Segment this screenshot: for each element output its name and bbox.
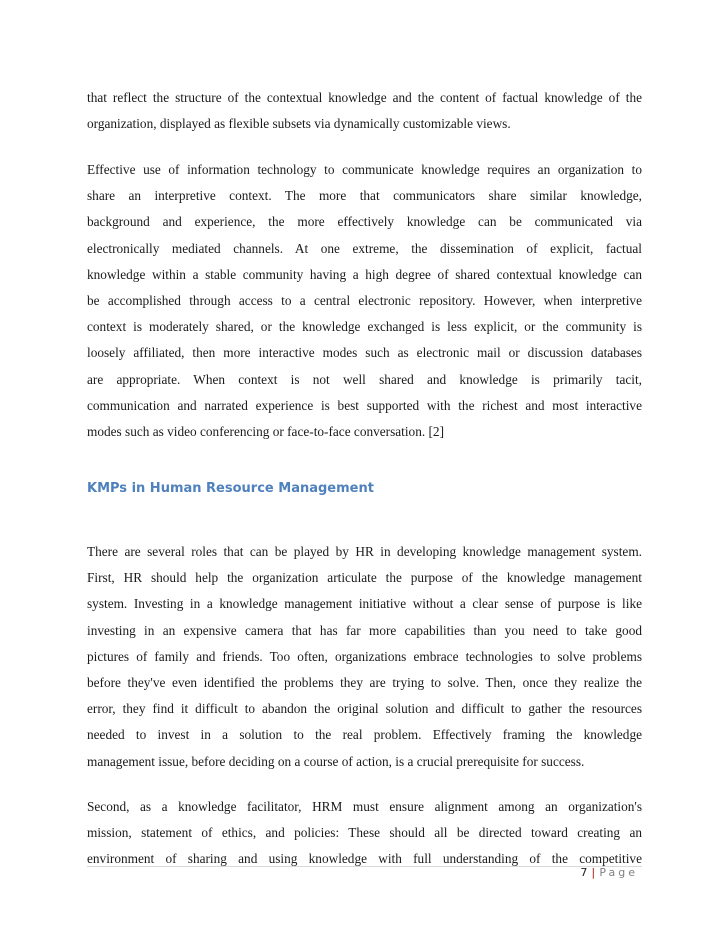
- section-heading: KMPs in Human Resource Management: [87, 481, 374, 496]
- text-line: modes such as video conferencing or face-to-face conversation. [2]: [87, 423, 445, 439]
- paragraph-1: [87, 85, 642, 137]
- text-line: electronically mediated channels. At one extreme, the dissemination of explicit, factual: [87, 240, 642, 256]
- text-line: share an interpretive context. The more that communicators share similar knowledge,: [87, 188, 642, 204]
- text-line: Second, as a knowledge facilitator, HRM must ensure alignment among an organization's: [87, 799, 642, 814]
- text-line: are appropriate. When context is not well shared and knowledge is primarily tacit,: [87, 371, 642, 387]
- paragraph-3: [87, 539, 642, 775]
- paragraph-2: [87, 157, 642, 445]
- text-line: Effective use of information technology to communicate knowledge requires an organization to: [87, 162, 642, 177]
- text-line: before they've even identified the problems they are trying to solve. Then, once they realize the: [87, 674, 642, 690]
- footer-separator: |: [591, 866, 596, 879]
- page-footer: [580, 866, 638, 879]
- text-line: mission, statement of ethics, and policies: These should all be directed toward creating an: [87, 825, 642, 841]
- text-line: system. Investing in a knowledge management initiative without a clear sense of purpose is like: [87, 596, 642, 612]
- page-number: 7: [580, 866, 588, 879]
- text-line: pictures of family and friends. Too often, organizations embrace technologies to solve problems: [87, 648, 642, 664]
- text-line: knowledge within a stable community having a high degree of shared contextual knowledge can: [87, 266, 642, 282]
- footer-divider: [87, 866, 642, 867]
- text-line: There are several roles that can be played by HR in developing knowledge management system.: [87, 544, 642, 559]
- text-line: communication and narrated experience is best supported with the richest and most interactive: [87, 397, 642, 413]
- text-line: organization, displayed as flexible subsets via dynamically customizable views.: [87, 116, 511, 132]
- page-label: Page: [599, 866, 638, 879]
- text-line: error, they find it difficult to abandon the original solution and difficult to gather the resources: [87, 701, 642, 717]
- text-line: management issue, before deciding on a course of action, is a crucial prerequisite for success.: [87, 753, 585, 769]
- text-line: that reflect the structure of the contextual knowledge and the content of factual knowledge of the: [87, 90, 642, 105]
- text-line: be accomplished through access to a central electronic repository. However, when interpretive: [87, 292, 642, 308]
- text-line: background and experience, the more effectively knowledge can be communicated via: [87, 214, 642, 230]
- text-line: needed to invest in a solution to the real problem. Effectively framing the knowledge: [87, 727, 642, 743]
- text-line: First, HR should help the organization articulate the purpose of the knowledge management: [87, 570, 642, 586]
- paragraph-4: [87, 794, 642, 873]
- text-line: loosely affiliated, then more interactive modes such as electronic mail or discussion databases: [87, 345, 642, 361]
- text-line: context is moderately shared, or the knowledge exchanged is less explicit, or the community is: [87, 319, 642, 335]
- text-line: environment of sharing and using knowledge with full understanding of the competitive: [87, 851, 642, 867]
- text-line: investing in an expensive camera that has far more capabilities than you need to take good: [87, 622, 642, 638]
